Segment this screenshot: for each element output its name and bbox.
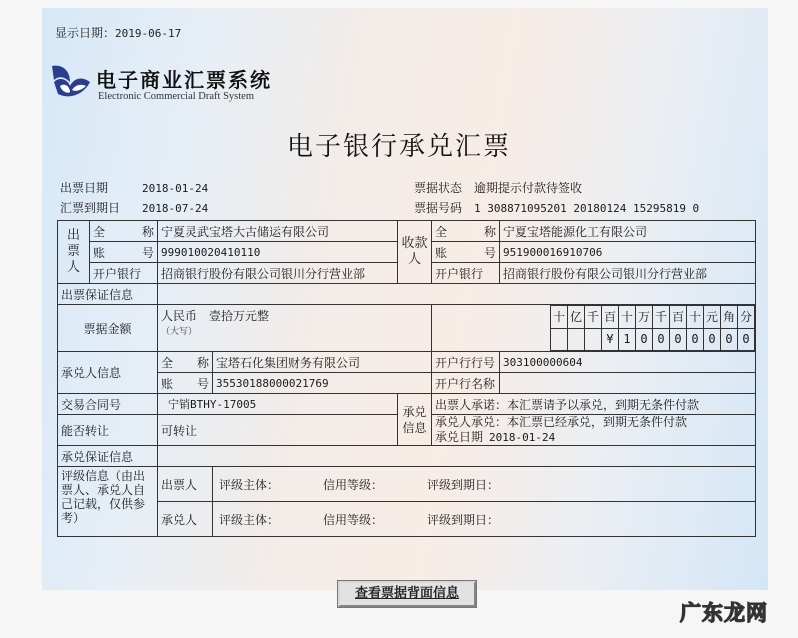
bill-table — [57, 220, 756, 537]
bill-number — [414, 199, 699, 216]
amount-digits-table — [550, 305, 755, 351]
rating-label: 评级信息（由出票人、承兑人自己记载，仅供参考） — [58, 467, 158, 537]
digit-header: 千 — [653, 306, 670, 329]
acceptor-bank-no-label: 开户行行号 — [432, 352, 500, 373]
digit-header: 十 — [551, 306, 568, 329]
digit-value: 0 — [721, 328, 738, 351]
drawer-promise: 出票人承诺：本汇票请予以承兑，到期无条件付款 — [432, 394, 756, 415]
accept-date — [435, 430, 752, 445]
view-back-info-button[interactable]: 查看票据背面信息 — [338, 581, 476, 607]
payee-bank-label: 开户银行 — [432, 263, 500, 284]
acceptor-label: 承兑人信息 — [58, 352, 158, 394]
payee-account-label: 账 号 — [432, 242, 500, 263]
digit-header: 百 — [602, 306, 619, 329]
contract-value: 宁销BTHY-17005 — [158, 394, 398, 415]
bill-number-value: 1 308871095201 20180124 15295819 0 — [474, 202, 700, 215]
digit-header: 十 — [619, 306, 636, 329]
due-date-value: 2018-07-24 — [142, 202, 209, 215]
digit-value — [568, 328, 585, 351]
acceptor-guarantee-value — [158, 446, 756, 467]
rating-grade-label: 信用等级： — [323, 477, 384, 492]
rating-subject-label: 评级主体： — [219, 477, 280, 492]
rating-subject-label: 评级主体： — [219, 512, 280, 527]
rating-party: 出票人 — [158, 467, 213, 502]
logo-english-text: Electronic Commercial Draft System — [98, 91, 254, 102]
bill-status-value: 逾期提示付款待签收 — [474, 181, 583, 195]
drawer-account: 999010020410110 — [158, 242, 398, 263]
capital-note: （大写） — [161, 327, 198, 337]
drawer-bank: 招商银行股份有限公司银川分行营业部 — [158, 263, 398, 284]
logo-chinese-text: 电子商业汇票系统 — [96, 68, 272, 92]
payee-name-label: 全 称 — [432, 221, 500, 242]
bill-status-label: 票据状态 — [414, 181, 463, 195]
drawer-bank-label: 开户银行 — [90, 263, 158, 284]
payee-account: 951900016910706 — [500, 242, 756, 263]
display-date-label: 显示日期： — [55, 26, 116, 40]
bill-status — [414, 179, 582, 196]
digit-header: 十 — [687, 306, 704, 329]
accept-date-value: 2018-01-24 — [489, 431, 556, 444]
drawer-name-label: 全 称 — [90, 221, 158, 242]
rating-expiry-label: 评级到期日： — [427, 477, 500, 492]
acceptor-bank-name — [500, 373, 756, 394]
drawer-guarantee-value — [158, 284, 756, 305]
acceptance-info-label: 承兑信息 — [398, 394, 432, 446]
drawer-group-label: 出票人 — [58, 221, 90, 284]
rating-expiry-label: 评级到期日： — [427, 512, 500, 527]
digit-value: ¥ — [602, 328, 619, 351]
drawer-name: 宁夏灵武宝塔大古储运有限公司 — [158, 221, 398, 242]
digit-value: 0 — [653, 328, 670, 351]
issue-date-label: 出票日期 — [60, 181, 109, 195]
drawer-guarantee-label: 出票保证信息 — [58, 284, 158, 305]
acceptor-account-label: 账 号 — [158, 373, 213, 394]
amount-in-words: 壹拾万元整 — [209, 309, 270, 323]
digit-header: 元 — [704, 306, 721, 329]
digit-value: 1 — [619, 328, 636, 351]
transfer-label: 能否转让 — [58, 415, 158, 446]
rating-details — [213, 502, 756, 537]
digit-value — [585, 328, 602, 351]
issue-date-value: 2018-01-24 — [142, 182, 209, 195]
display-date-value: 2019-06-17 — [115, 27, 182, 40]
payee-group-label: 收款人 — [398, 221, 432, 284]
accept-date-label: 承兑日期 — [435, 430, 484, 444]
bill-number-label: 票据号码 — [414, 201, 463, 215]
acceptor-name: 宝塔石化集团财务有限公司 — [213, 352, 432, 373]
payee-bank: 招商银行股份有限公司银川分行营业部 — [500, 263, 756, 284]
acceptor-promise: 承兑人承兑：本汇票已经承兑，到期无条件付款 — [435, 415, 688, 429]
digit-header: 分 — [738, 306, 755, 329]
digit-value: 0 — [687, 328, 704, 351]
contract-label: 交易合同号 — [58, 394, 158, 415]
acceptor-bank-name-label: 开户行名称 — [432, 373, 500, 394]
acceptor-guarantee-label: 承兑保证信息 — [58, 446, 158, 467]
digit-value: 0 — [670, 328, 687, 351]
rating-grade-label: 信用等级： — [323, 512, 384, 527]
ecds-logo-icon — [48, 60, 94, 104]
acceptor-promise-cell — [432, 415, 756, 446]
amount-in-words-cell — [158, 305, 432, 352]
acceptor-account: 3553018800002176​9 — [213, 373, 432, 394]
currency-label: 人民币 — [161, 309, 198, 323]
digit-value: 0 — [704, 328, 721, 351]
amount-label: 票据金额 — [58, 305, 158, 352]
drawer-account-label: 账 号 — [90, 242, 158, 263]
transfer-value: 可转让 — [158, 415, 398, 446]
amount-digits-cell — [432, 305, 756, 352]
due-date — [60, 199, 208, 216]
digit-header: 千 — [585, 306, 602, 329]
digit-value: 0 — [636, 328, 653, 351]
acceptor-name-label: 全 称 — [158, 352, 213, 373]
digit-header: 万 — [636, 306, 653, 329]
acceptor-bank-no: 303100000604 — [500, 352, 756, 373]
display-date — [55, 24, 181, 41]
digit-header: 角 — [721, 306, 738, 329]
digit-value — [551, 328, 568, 351]
digit-header: 亿 — [568, 306, 585, 329]
payee-name: 宁夏宝塔能源化工有限公司 — [500, 221, 756, 242]
page-title: 电子银行承兑汇票 — [286, 132, 511, 162]
rating-party: 承兑人 — [158, 502, 213, 537]
issue-date — [60, 179, 208, 196]
rating-details — [213, 467, 756, 502]
due-date-label: 汇票到期日 — [60, 201, 121, 215]
digit-value: 0 — [738, 328, 755, 351]
watermark-text: 广东龙网 — [680, 601, 768, 625]
digit-header: 百 — [670, 306, 687, 329]
